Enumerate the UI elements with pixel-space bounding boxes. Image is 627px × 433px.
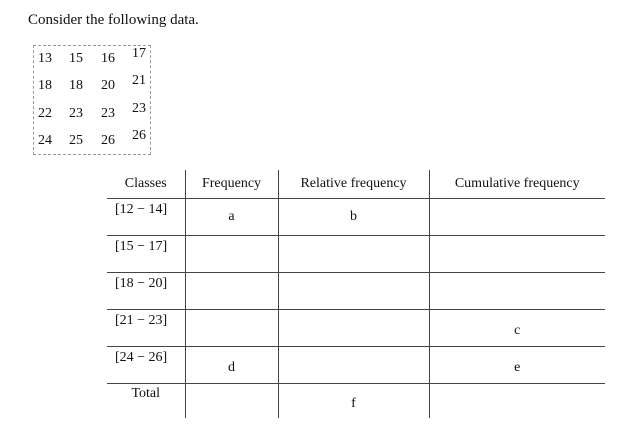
class-interval: [21 − 23] (107, 309, 185, 346)
data-grid-box (33, 45, 151, 155)
data-value: 23 (69, 106, 83, 121)
relative-frequency-cell (278, 272, 429, 309)
data-value: 24 (38, 133, 52, 148)
header-classes: Classes (107, 170, 185, 198)
class-interval: [18 − 20] (107, 272, 185, 309)
table-row (107, 198, 605, 235)
relative-frequency-cell (278, 309, 429, 346)
data-value: 16 (101, 51, 115, 66)
table-row (107, 309, 605, 346)
intro-text: Consider the following data. (28, 12, 199, 28)
data-value: 18 (69, 78, 83, 93)
data-value: 23 (101, 106, 115, 121)
header-relative-frequency: Relative frequency (278, 170, 429, 198)
data-value: 22 (38, 106, 52, 121)
class-interval: [24 − 26] (107, 346, 185, 383)
data-value: 21 (132, 73, 146, 88)
total-relative-frequency-cell: f (278, 383, 429, 418)
cumulative-frequency-cell (429, 198, 605, 235)
header-frequency: Frequency (185, 170, 278, 198)
data-value: 15 (69, 51, 83, 66)
frequency-cell (185, 272, 278, 309)
data-value: 18 (38, 78, 52, 93)
table-row (107, 272, 605, 309)
frequency-table (107, 170, 605, 418)
table-row (107, 235, 605, 272)
table-row (107, 346, 605, 383)
frequency-cell (185, 235, 278, 272)
frequency-cell: a (185, 198, 278, 235)
cumulative-frequency-cell: e (429, 346, 605, 383)
class-interval: [15 − 17] (107, 235, 185, 272)
data-value: 26 (101, 133, 115, 148)
frequency-cell (185, 309, 278, 346)
class-interval: [12 − 14] (107, 198, 185, 235)
data-value: 26 (132, 128, 146, 143)
relative-frequency-cell (278, 235, 429, 272)
cumulative-frequency-cell (429, 235, 605, 272)
cumulative-frequency-cell (429, 272, 605, 309)
table-header-row (107, 170, 605, 198)
total-cumulative-frequency-cell (429, 383, 605, 418)
total-row (107, 383, 605, 418)
total-label: Total (131, 385, 161, 401)
header-cumulative-frequency: Cumulative frequency (429, 170, 605, 198)
data-value: 13 (38, 51, 52, 66)
cumulative-frequency-cell: c (429, 309, 605, 346)
data-value: 23 (132, 101, 146, 116)
data-value: 20 (101, 78, 115, 93)
total-frequency-cell (185, 383, 278, 418)
relative-frequency-cell: b (278, 198, 429, 235)
data-value: 25 (69, 133, 83, 148)
frequency-cell: d (185, 346, 278, 383)
relative-frequency-cell (278, 346, 429, 383)
data-value: 17 (132, 46, 146, 61)
